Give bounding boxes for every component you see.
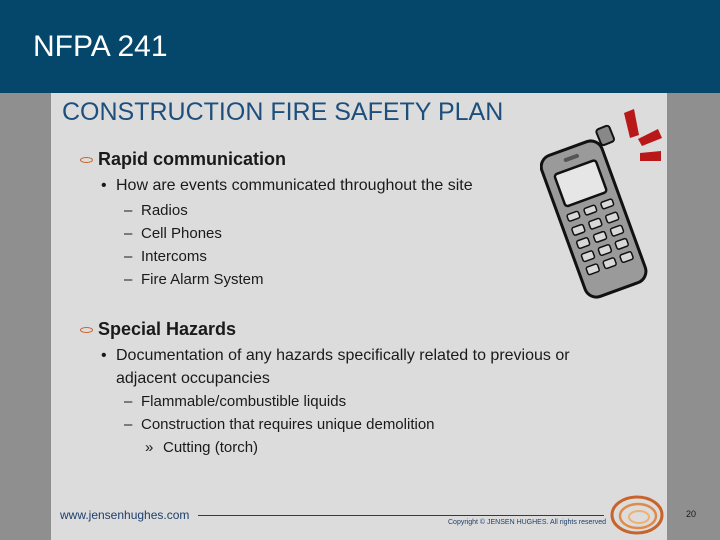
bullet-dot: • (101, 347, 107, 364)
bullet-documentation-line1: Documentation of any hazards specifically related to previous or (116, 347, 570, 364)
list-item: – Intercoms (124, 248, 207, 265)
header-title: NFPA 241 (33, 30, 168, 63)
footer-url[interactable]: www.jensenhughes.com (60, 508, 190, 522)
section-bullet-icon (80, 157, 93, 163)
bullet-events-text: How are events communicated throughout the site (116, 177, 473, 194)
jensen-hughes-logo (610, 494, 666, 536)
section-heading-hazards: Special Hazards (98, 319, 237, 339)
section-heading-communication: Rapid communication (98, 149, 287, 169)
section-bullet-icon (80, 327, 93, 333)
header-bar (0, 0, 720, 93)
footer-divider (198, 515, 604, 516)
copyright-text: Copyright © JENSEN HUGHES. All rights reserved (448, 519, 607, 526)
bullet-events (101, 177, 473, 195)
page-number: 20 (686, 509, 697, 519)
bullet-documentation (101, 347, 570, 365)
bullet-dot: • (101, 177, 107, 194)
cell-phone-illustration (540, 105, 670, 310)
sub-list-item: » Cutting (torch) (145, 439, 259, 456)
list-item: – Radios (124, 202, 188, 219)
list-item-text: Construction that requires unique demolition (141, 416, 435, 433)
slide-title: CONSTRUCTION FIRE SAFETY PLAN (62, 98, 504, 126)
list-item: – Cell Phones (124, 225, 222, 242)
list-item: – Construction that requires unique demolition (124, 416, 435, 433)
list-item-text: Fire Alarm System (141, 271, 264, 288)
list-item-text: Cell Phones (141, 225, 222, 242)
list-item: – Fire Alarm System (124, 271, 264, 288)
sub-list-item-text: Cutting (torch) (163, 439, 259, 456)
list-item-text: Radios (141, 202, 188, 219)
list-item-text: Intercoms (141, 248, 207, 265)
list-item-text: Flammable/combustible liquids (141, 393, 347, 410)
list-item: – Flammable/combustible liquids (124, 393, 347, 410)
bullet-documentation-line2: adjacent occupancies (116, 370, 270, 387)
